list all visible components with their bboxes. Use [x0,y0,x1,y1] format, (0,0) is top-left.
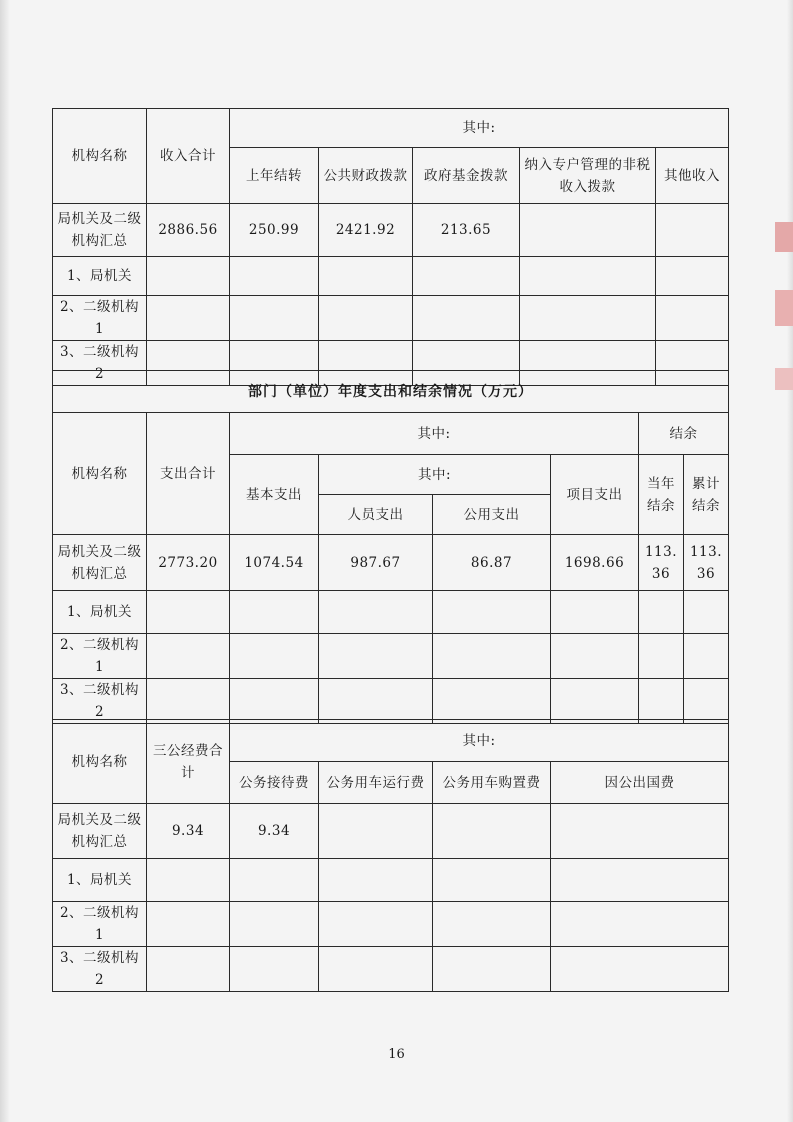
header-nontax-appropriation: 纳入专户管理的非税收入拨款 [520,148,656,204]
cell-reception [230,947,319,992]
header-public-use: 公用支出 [433,495,551,535]
row-org: 2、二级机构 1 [53,902,147,947]
row-org: 局机关及二级机构汇总 [53,804,147,859]
table-row [53,591,729,634]
expenditure-table [52,370,729,724]
cell-cumulative-balance [684,591,729,634]
table-row [53,859,729,902]
cell-project [551,591,639,634]
header-cumulative-balance: 累计结余 [684,455,729,535]
cell-public: 86.87 [433,535,551,591]
table-row [53,535,729,591]
header-of-which: 其中: [230,720,729,762]
cell-vehicle-operation [319,859,433,902]
row-org: 局机关及二级机构汇总 [53,204,147,257]
cell-total [147,257,230,296]
cell-reception: 9.34 [230,804,319,859]
cell-cumulative-balance [684,679,729,724]
row-org: 局机关及二级机构汇总 [53,535,147,591]
row-org: 2、二级机构 1 [53,296,147,341]
header-org-name: 机构名称 [53,720,147,804]
cell-fiscal [319,296,413,341]
cell-year-balance [639,679,684,724]
cell-personnel [319,591,433,634]
table-row [53,204,729,257]
cell-total [147,634,230,679]
cell-total [147,902,230,947]
header-basic-expenditure: 基本支出 [230,455,319,535]
cell-vehicle-operation [319,804,433,859]
page-number: 16 [388,1047,405,1062]
cell-overseas-travel [551,947,729,992]
cell-reception [230,902,319,947]
table-row [53,634,729,679]
header-fiscal-appropriation: 公共财政拨款 [319,148,413,204]
cell-total: 2886.56 [147,204,230,257]
seal-fragment [775,290,793,326]
cell-fiscal [319,257,413,296]
header-overseas-travel: 因公出国费 [551,762,729,804]
cell-project: 1698.66 [551,535,639,591]
header-org-name: 机构名称 [53,109,147,204]
header-of-which: 其中: [230,109,729,148]
cell-carryover: 250.99 [230,204,319,257]
cell-total [147,296,230,341]
header-project-expenditure: 项目支出 [551,455,639,535]
cell-total [147,591,230,634]
seal-fragment [775,368,793,390]
cell-total [147,679,230,724]
row-org: 1、局机关 [53,257,147,296]
cell-overseas-travel [551,859,729,902]
header-year-balance: 当年结余 [639,455,684,535]
cell-public [433,591,551,634]
row-org: 3、二级机构 2 [53,947,147,992]
header-vehicle-operation: 公务用车运行费 [319,762,433,804]
cell-gov-fund [413,257,520,296]
header-of-which-sub: 其中: [319,455,551,495]
cell-gov-fund [413,296,520,341]
cell-year-balance [639,591,684,634]
cell-vehicle-purchase [433,902,551,947]
seal-fragment [775,222,793,252]
header-gov-fund-appropriation: 政府基金拨款 [413,148,520,204]
row-org: 1、局机关 [53,859,147,902]
cell-project [551,634,639,679]
header-three-public-total: 三公经费合计 [147,720,230,804]
cell-cumulative-balance: 113.36 [684,535,729,591]
header-vehicle-purchase: 公务用车购置费 [433,762,551,804]
row-org: 3、二级机构 2 [53,341,147,386]
scan-edge-right [787,0,793,1122]
cell-carryover [230,257,319,296]
cell-personnel [319,679,433,724]
table-row [53,947,729,992]
cell-carryover [230,296,319,341]
cell-year-balance [639,634,684,679]
header-income-total: 收入合计 [147,109,230,204]
cell-vehicle-purchase [433,804,551,859]
cell-overseas-travel [551,804,729,859]
table-row [53,804,729,859]
cell-overseas-travel [551,902,729,947]
row-org: 1、局机关 [53,591,147,634]
cell-other [656,204,729,257]
row-org: 2、二级机构 1 [53,634,147,679]
table-row [53,679,729,724]
cell-total: 9.34 [147,804,230,859]
cell-nontax [520,296,656,341]
cell-vehicle-purchase [433,947,551,992]
cell-total: 2773.20 [147,535,230,591]
cell-public [433,634,551,679]
header-other-income: 其他收入 [656,148,729,204]
table-row [53,257,729,296]
cell-basic [230,679,319,724]
cell-other [656,257,729,296]
header-expenditure-total: 支出合计 [147,413,230,535]
header-carryover: 上年结转 [230,148,319,204]
header-balance: 结余 [639,413,729,455]
cell-basic: 1074.54 [230,535,319,591]
cell-personnel: 987.67 [319,535,433,591]
income-table [52,108,729,386]
cell-total [147,859,230,902]
header-personnel: 人员支出 [319,495,433,535]
cell-vehicle-operation [319,902,433,947]
three-public-expenses-table [52,719,729,992]
header-org-name: 机构名称 [53,413,147,535]
cell-basic [230,591,319,634]
cell-nontax [520,257,656,296]
section-title: 部门（单位）年度支出和结余情况（万元） [53,371,729,413]
cell-nontax [520,204,656,257]
cell-other [656,296,729,341]
row-org: 3、二级机构 2 [53,679,147,724]
cell-gov-fund: 213.65 [413,204,520,257]
header-reception: 公务接待费 [230,762,319,804]
scan-edge-shadow [0,0,10,1122]
cell-fiscal: 2421.92 [319,204,413,257]
cell-reception [230,859,319,902]
cell-vehicle-purchase [433,859,551,902]
cell-personnel [319,634,433,679]
cell-year-balance: 113.36 [639,535,684,591]
header-of-which: 其中: [230,413,639,455]
cell-public [433,679,551,724]
cell-total [147,947,230,992]
table-row [53,902,729,947]
cell-cumulative-balance [684,634,729,679]
cell-vehicle-operation [319,947,433,992]
table-row [53,296,729,341]
cell-project [551,679,639,724]
cell-basic [230,634,319,679]
